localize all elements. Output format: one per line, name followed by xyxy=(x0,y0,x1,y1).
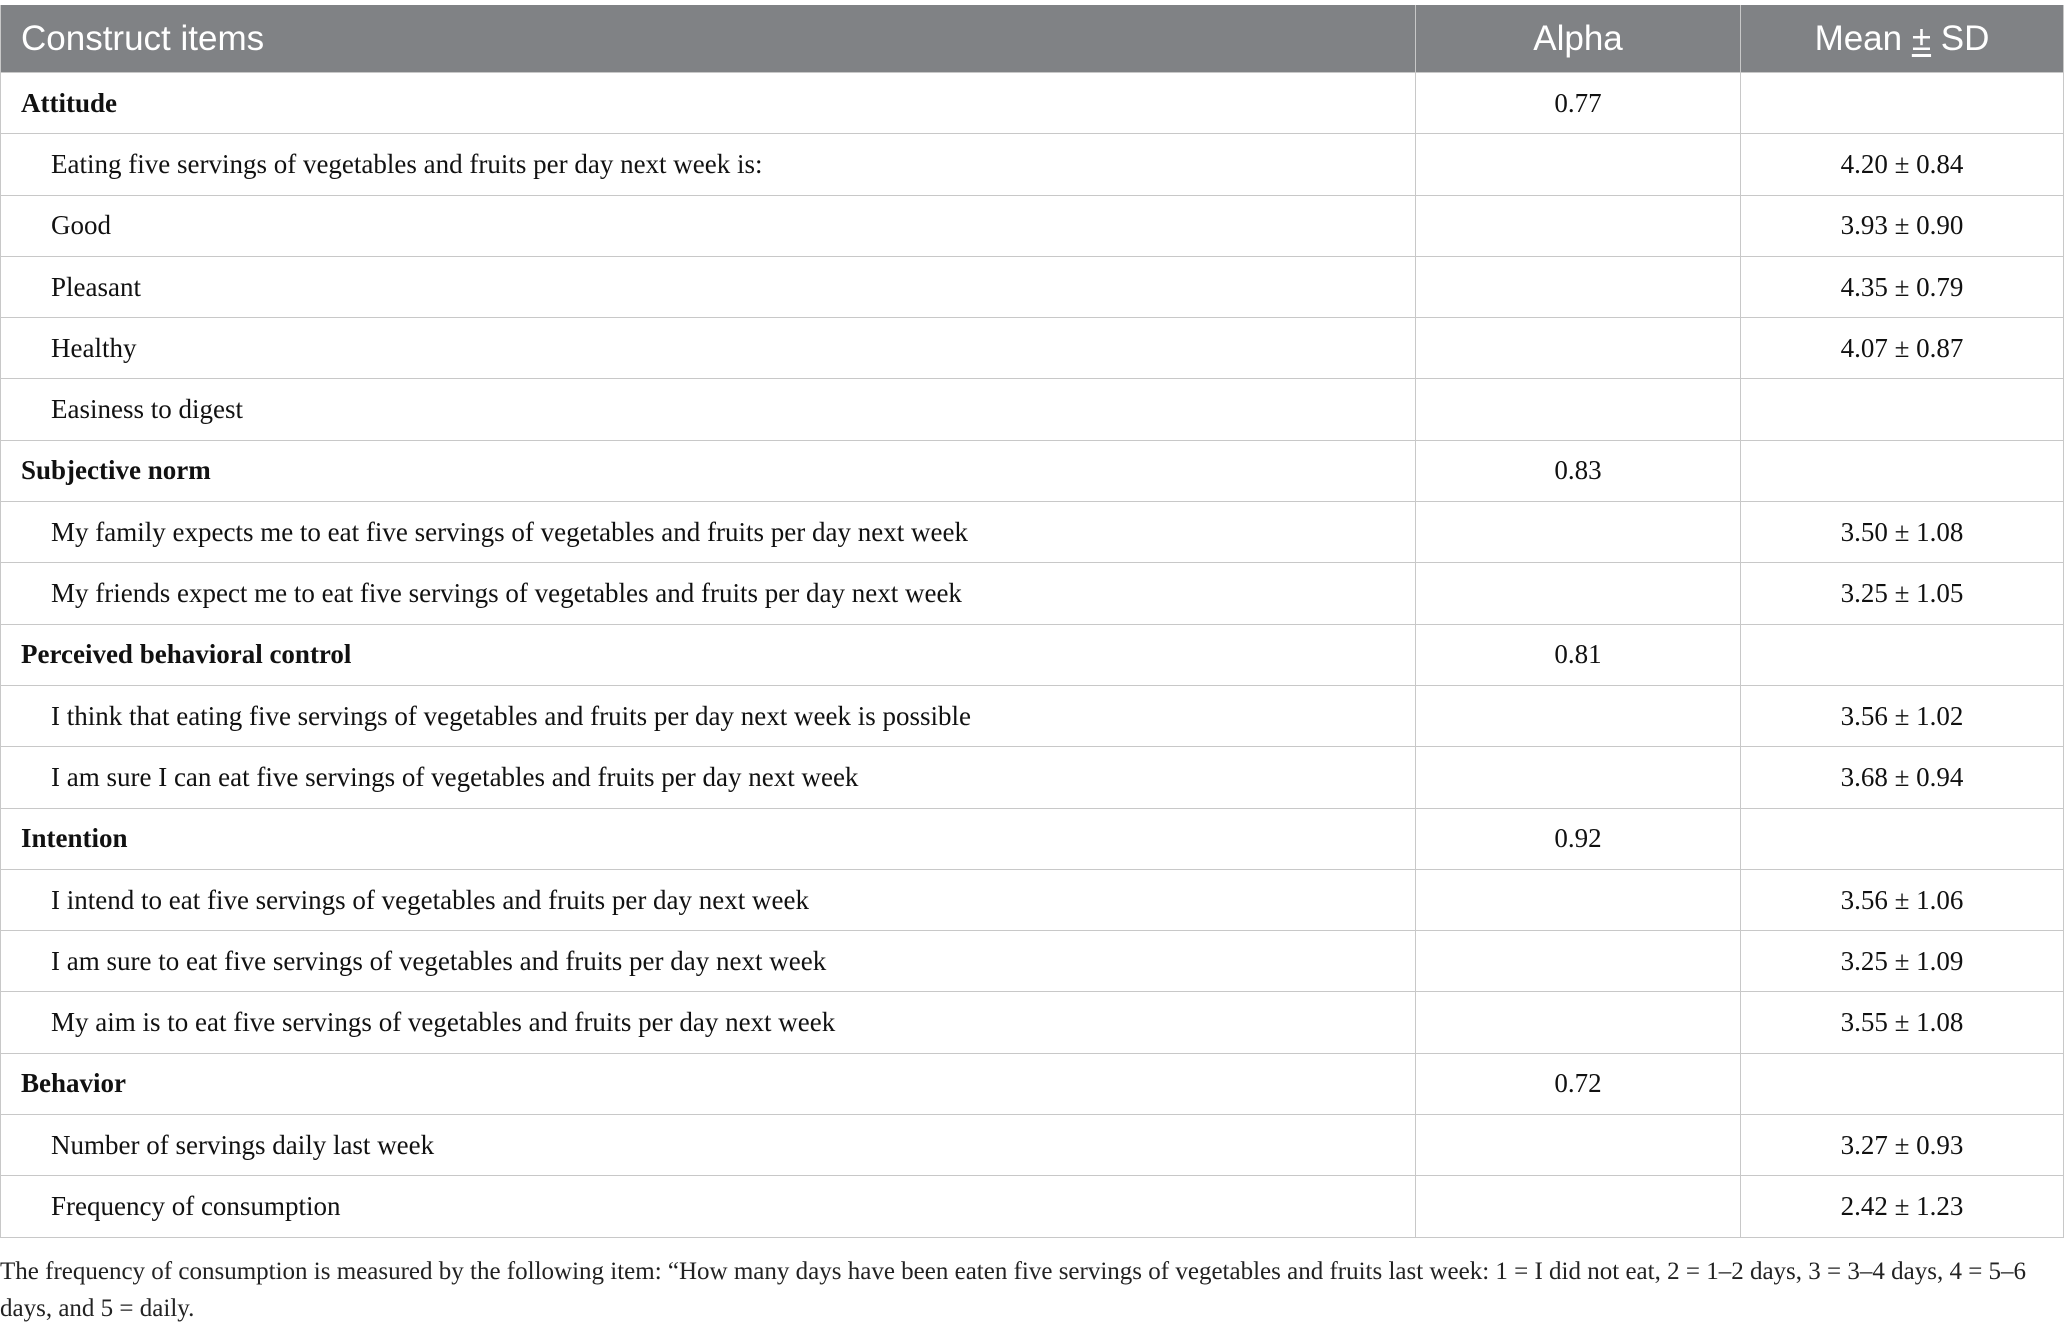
row-label: Intention xyxy=(1,808,1416,869)
header-mean-suffix: SD xyxy=(1931,18,1990,58)
item-row xyxy=(1,992,2064,1053)
row-mean: 4.20 ± 0.84 xyxy=(1741,134,2064,195)
row-alpha xyxy=(1416,134,1741,195)
item-row xyxy=(1,256,2064,317)
header-row xyxy=(1,5,2064,73)
row-mean: 3.55 ± 1.08 xyxy=(1741,992,2064,1053)
item-row xyxy=(1,195,2064,256)
table-footnote: The frequency of consumption is measured by the following item: “How many days have been eaten five servings of vegetables and fruits last week: 1 = I did not eat, 2 = 1–2 days, 3 = 3–4 days, 4 = 5–6 days, and 5 = daily. xyxy=(0,1258,2027,1322)
group-row-perceived-behavioral-control xyxy=(1,624,2064,685)
row-alpha: 0.92 xyxy=(1416,808,1741,869)
row-label: Good xyxy=(1,195,1416,256)
row-mean: 3.25 ± 1.05 xyxy=(1741,563,2064,624)
row-label: My friends expect me to eat five servings of vegetables and fruits per day next week xyxy=(1,563,1416,624)
row-mean: 3.27 ± 0.93 xyxy=(1741,1115,2064,1176)
row-alpha xyxy=(1416,256,1741,317)
header-plus-minus: ± xyxy=(1911,18,1932,58)
item-row xyxy=(1,931,2064,992)
group-row-behavior xyxy=(1,1053,2064,1114)
row-mean: 3.93 ± 0.90 xyxy=(1741,195,2064,256)
row-mean xyxy=(1741,379,2064,440)
row-label: I am sure I can eat five servings of vegetables and fruits per day next week xyxy=(1,747,1416,808)
row-alpha: 0.81 xyxy=(1416,624,1741,685)
item-row xyxy=(1,685,2064,746)
row-mean: 3.25 ± 1.09 xyxy=(1741,931,2064,992)
row-label: Behavior xyxy=(1,1053,1416,1114)
item-row xyxy=(1,869,2064,930)
row-label: My aim is to eat five servings of vegetables and fruits per day next week xyxy=(1,992,1416,1053)
row-label: Frequency of consumption xyxy=(1,1176,1416,1237)
row-label: My family expects me to eat five servings of vegetables and fruits per day next week xyxy=(1,502,1416,563)
row-label: Subjective norm xyxy=(1,440,1416,501)
row-alpha xyxy=(1416,563,1741,624)
table-header xyxy=(1,5,2064,73)
header-construct-items: Construct items xyxy=(1,5,1416,73)
item-row xyxy=(1,502,2064,563)
construct-items-table-wrapper xyxy=(0,5,2064,1238)
row-label: Number of servings daily last week xyxy=(1,1115,1416,1176)
row-alpha xyxy=(1416,931,1741,992)
item-row xyxy=(1,318,2064,379)
row-label: Pleasant xyxy=(1,256,1416,317)
row-label: I intend to eat five servings of vegetables and fruits per day next week xyxy=(1,869,1416,930)
row-alpha: 0.72 xyxy=(1416,1053,1741,1114)
row-alpha xyxy=(1416,379,1741,440)
row-mean xyxy=(1741,440,2064,501)
row-mean: 3.56 ± 1.02 xyxy=(1741,685,2064,746)
row-alpha xyxy=(1416,318,1741,379)
row-alpha: 0.83 xyxy=(1416,440,1741,501)
row-alpha: 0.77 xyxy=(1416,73,1741,134)
header-alpha: Alpha xyxy=(1416,5,1741,73)
item-row xyxy=(1,134,2064,195)
row-mean: 3.50 ± 1.08 xyxy=(1741,502,2064,563)
row-alpha xyxy=(1416,992,1741,1053)
item-row xyxy=(1,747,2064,808)
group-row-subjective-norm xyxy=(1,440,2064,501)
table-body xyxy=(1,73,2064,1238)
group-row-attitude xyxy=(1,73,2064,134)
row-label: Easiness to digest xyxy=(1,379,1416,440)
row-label: Eating five servings of vegetables and fruits per day next week is: xyxy=(1,134,1416,195)
row-alpha xyxy=(1416,502,1741,563)
row-alpha xyxy=(1416,1115,1741,1176)
row-mean: 3.56 ± 1.06 xyxy=(1741,869,2064,930)
row-label: Perceived behavioral control xyxy=(1,624,1416,685)
row-alpha xyxy=(1416,747,1741,808)
item-row xyxy=(1,1176,2064,1237)
item-row xyxy=(1,563,2064,624)
row-alpha xyxy=(1416,869,1741,930)
header-mean-sd xyxy=(1741,5,2064,73)
group-row-intention xyxy=(1,808,2064,869)
row-mean: 4.35 ± 0.79 xyxy=(1741,256,2064,317)
row-label: Healthy xyxy=(1,318,1416,379)
row-mean xyxy=(1741,73,2064,134)
row-mean xyxy=(1741,808,2064,869)
row-mean: 3.68 ± 0.94 xyxy=(1741,747,2064,808)
row-alpha xyxy=(1416,685,1741,746)
item-row xyxy=(1,1115,2064,1176)
row-label: I think that eating five servings of vegetables and fruits per day next week is possible xyxy=(1,685,1416,746)
header-mean-prefix: Mean xyxy=(1814,18,1912,58)
construct-items-table xyxy=(0,5,2064,1238)
row-mean: 2.42 ± 1.23 xyxy=(1741,1176,2064,1237)
row-label: I am sure to eat five servings of vegetables and fruits per day next week xyxy=(1,931,1416,992)
row-mean xyxy=(1741,1053,2064,1114)
row-mean xyxy=(1741,624,2064,685)
row-alpha xyxy=(1416,1176,1741,1237)
row-alpha xyxy=(1416,195,1741,256)
row-mean: 4.07 ± 0.87 xyxy=(1741,318,2064,379)
row-label: Attitude xyxy=(1,73,1416,134)
item-row xyxy=(1,379,2064,440)
